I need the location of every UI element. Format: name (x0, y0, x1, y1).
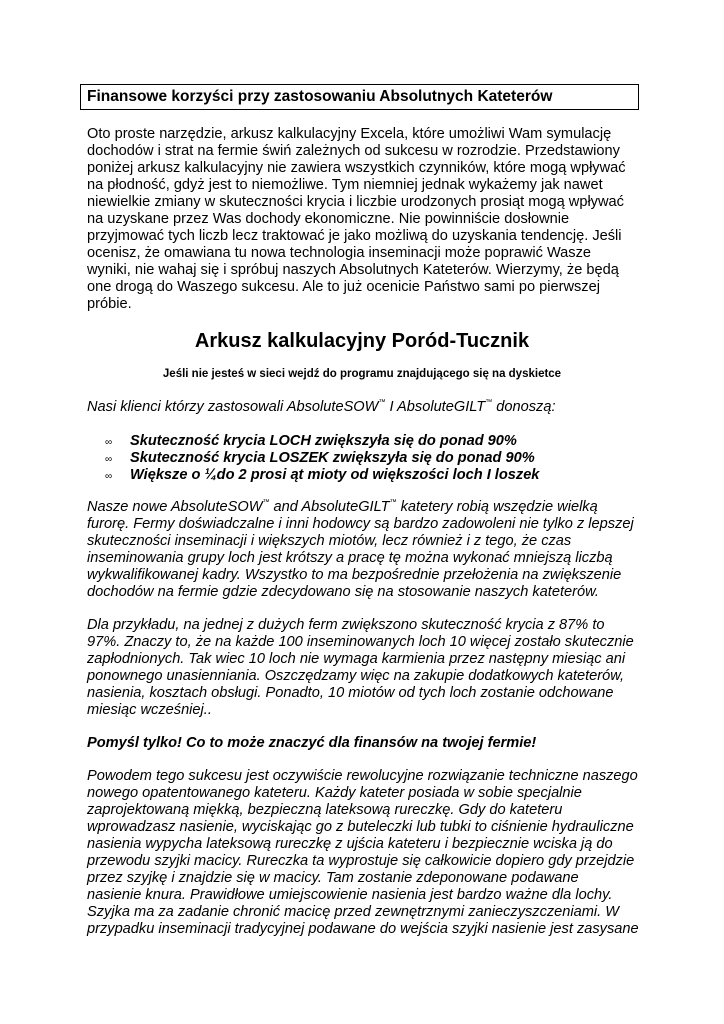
para3-line: nasienia, kosztach obsługi. Ponadto, 10 miotów od tych loch zostanie odchowane (87, 685, 614, 701)
para4-line: przypadku inseminacji tradycyjnej podawane do wejścia szyjki nasienie jest zasysane (87, 921, 639, 937)
para4-line: Powodem tego sukcesu jest oczywiście rewolucyjne rozwiązanie techniczne naszego (87, 768, 638, 784)
bullet-icon: ∞ (105, 437, 113, 448)
para4-line: nasienie knura. Prawidłowe umiejscowienie nasienia jest bardzo ważne dla lochy. (87, 887, 613, 903)
bullet-icon: ∞ (105, 471, 113, 482)
para4-line: wprowadzasz nasienie, wyciskając go z buteleczki lub tubki to ciśnienie hydrauliczne (87, 819, 634, 835)
para4-line: nasienia wypycha lateksową rureczkę z ujścia kateteru i bezpiecznie wciska ją do (87, 836, 613, 852)
intro-line: próbie. (87, 296, 132, 312)
para4-line: Szyjka ma za zadanie chronić macicę przed zewnętrznymi zanieczyszczeniami. W (87, 904, 620, 920)
para2-line: inseminowania grupy loch jest krótszy a pracę tę można wykonać mniejszą liczbą (87, 550, 613, 566)
para4-line: przez szyjkę i znajdzie się w macicy. Tam zostanie zdeponowane podawane (87, 870, 579, 886)
para3-line: zapłodnionych. Tak wiec 10 loch nie wymaga karmienia przez następny miesiąc ani (87, 651, 626, 667)
para4-line: nowego opatentowanego kateteru. Każdy kateter posiada w sobie specjalnie (87, 785, 582, 801)
intro-line: dochodów i strat na fermie świń zależnych od sukcesu w rozrodzie. Przedstawiony (87, 143, 620, 159)
clients-line: Nasi klienci którzy zastosowali AbsoluteSOW™ I AbsoluteGILT™ donoszą: (87, 399, 556, 415)
para2-line: dochodów na fermie gdzie zdecydowano się na stosowanie naszych kateterów. (87, 584, 599, 600)
para3-line: 97%. Znaczy to, że na każde 100 inseminowanych loch 10 więcej zostało skutecznie (87, 634, 634, 650)
title-box (80, 84, 639, 110)
intro-line: na płodność, gdyż jest to niemożliwe. Tym niemniej jednak wykażemy jak nawet (87, 177, 603, 193)
section-subheading: Jeśli nie jesteś w sieci wejdź do programu znajdującego się na dyskietce (162, 368, 562, 380)
intro-line: poniżej arkusz kalkulacyjny nie zawiera wszystkich czynników, które mogą wpływać (87, 160, 626, 176)
bullet-item: Większe o ¼do 2 prosi ąt mioty od większości loch I loszek (130, 467, 540, 483)
bullet-item: Skuteczność krycia LOSZEK zwiększyła się do ponad 90% (130, 450, 535, 466)
intro-line: na uzyskane przez Was dochody ekonomiczne. Nie powinniście dosłownie (87, 211, 570, 227)
para4-line: zaprojektowaną miękką, bezpieczną lateksową rureczkę. Gdy do kateteru (87, 802, 563, 818)
emphasis-line: Pomyśl tylko! Co to może znaczyć dla finansów na twojej fermie! (87, 735, 537, 751)
para3-line: miesiąc wcześniej.. (87, 702, 212, 718)
para4-line: przewodu szyjki macicy. Rureczka ta wyprostuje się całkowicie dopiero gdy przejdzie (87, 853, 635, 869)
bullet-icon: ∞ (105, 454, 113, 465)
intro-line: niewielkie zmiany w skuteczności krycia i liczbie urodzonych prosiąt mogą wpływać (87, 194, 624, 210)
para2-line: skuteczności inseminacji i większych miotów, lecz również i z tego, że czas (87, 533, 572, 549)
para2-line: furorę. Fermy doświadczalne i inni hodowcy są bardzo zadowoleni nie tylko z lepszej (87, 516, 634, 532)
bullet-item: Skuteczność krycia LOCH zwiększyła się do ponad 90% (130, 433, 517, 449)
para2-line: Nasze nowe AbsoluteSOW™ and AbsoluteGILT™ katetery robią wszędzie wielką (87, 499, 598, 515)
document-title: Finansowe korzyści przy zastosowaniu Absolutnych Kateterów (87, 88, 553, 105)
intro-line: wyniki, nie wahaj się i spróbuj naszych Absolutnych Kateterów. Wierzymy, że będą (87, 262, 619, 278)
intro-line: przyjmować tych liczb lecz traktować je jako możliwą do uzyskania tendencję. Jeśli (87, 228, 622, 244)
para3-line: ponownego unasienniania. Oszczędzamy więc na zakupie dodatkowych kateterów, (87, 668, 625, 684)
intro-line: one drogą do Waszego sukcesu. Ale to już ocenicie Państwo sami po pierwszej (87, 279, 600, 295)
section-heading: Arkusz kalkulacyjny Poród-Tucznik (194, 330, 530, 352)
intro-line: ocenisz, że omawiana tu nowa technologia inseminacji może poprawić Wasze (87, 245, 592, 261)
para3-line: Dla przykładu, na jednej z dużych ferm zwiększono skuteczność krycia z 87% to (87, 617, 605, 633)
para2-line: wykwalifikowanej kadry. Wszystko to ma bezpośrednie przełożenia na zwiększenie (87, 567, 622, 583)
intro-line: Oto proste narzędzie, arkusz kalkulacyjny Excela, które umożliwi Wam symulację (87, 126, 612, 142)
